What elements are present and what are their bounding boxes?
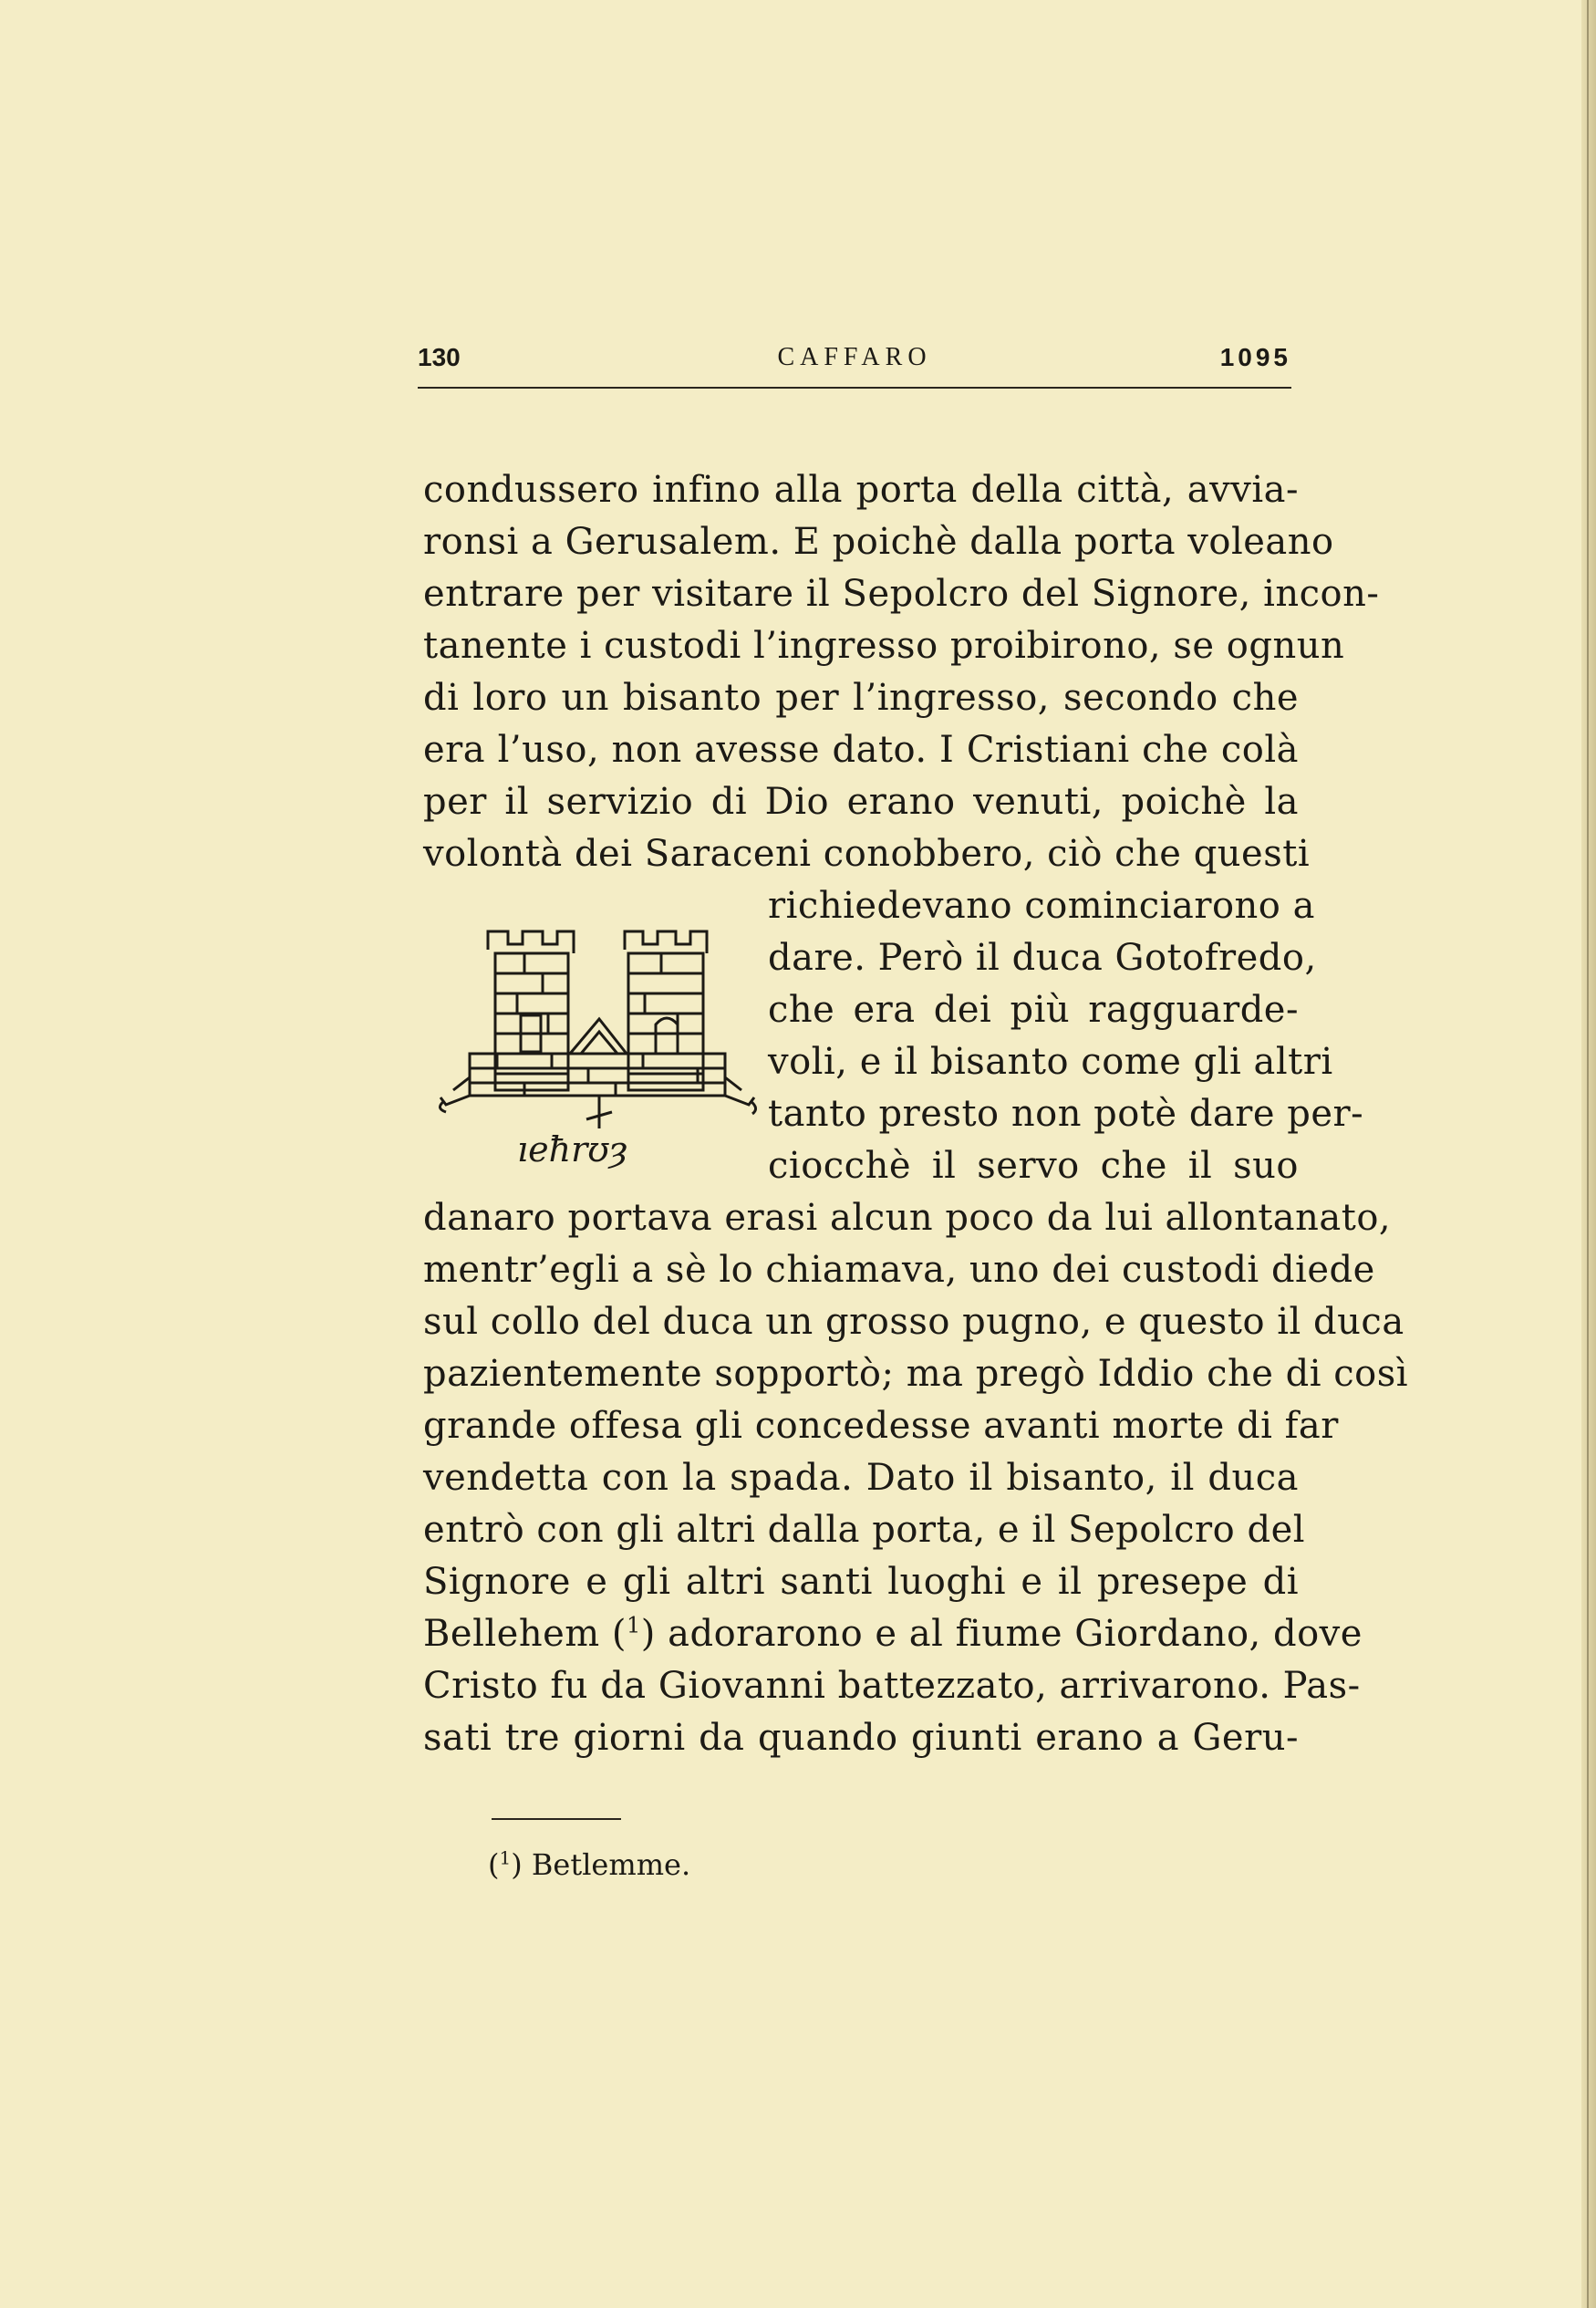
page-edge [1581, 0, 1596, 2308]
footnote-reference-marker: 1 [627, 1612, 641, 1638]
footnote-close-paren: ) [511, 1847, 523, 1882]
wrap-line: ciocchè il servo che il suo [768, 1145, 1299, 1187]
footnote-marker: 1 [499, 1846, 512, 1869]
body-line: sul collo del duca un grosso pugno, e questo il duca [423, 1301, 1404, 1343]
running-title: CAFFARO [777, 343, 932, 371]
running-header [418, 339, 1291, 385]
emblem-caption: ıeħrʊȝ [517, 1129, 627, 1170]
body-line: entrare per visitare il Sepolcro del Signore, incon- [423, 573, 1380, 615]
body-line: volontà dei Saraceni conobbero, ciò che questi [423, 833, 1311, 875]
page-edge-line [1587, 0, 1589, 2308]
wrap-line: che era dei più ragguarde- [768, 989, 1299, 1031]
body-line: Signore e gli altri santi luoghi e il presepe di [423, 1561, 1299, 1603]
body-line: mentr’egli a sè lo chiamava, uno dei custodi diede [423, 1249, 1375, 1291]
body-line: pazientemente sopportò; ma pregò Iddio che di così [423, 1353, 1409, 1395]
body-line: condussero infino alla porta della città, avvia- [423, 469, 1299, 511]
line-text-before-ref: Bellehem ( [423, 1613, 627, 1655]
body-line: grande offesa gli concedesse avanti morte di far [423, 1405, 1339, 1447]
page-number: 130 [418, 343, 461, 371]
body-line: per il servizio di Dio erano venuti, poichè la [423, 781, 1299, 823]
body-line: danaro portava erasi alcun poco da lui allontanato, [423, 1197, 1392, 1239]
wrap-line: voli, e il bisanto come gli altri [768, 1041, 1333, 1083]
body-line: era l’uso, non avesse dato. I Cristiani che colà [423, 729, 1299, 771]
body-line: sati tre giorni da quando giunti erano a Geru- [423, 1717, 1299, 1759]
footnote-rule [492, 1818, 621, 1820]
body-line: ronsi a Gerusalem. E poichè dalla porta voleano [423, 521, 1334, 563]
footnote-open-paren: ( [488, 1847, 500, 1882]
footnote-text: Betlemme. [522, 1847, 691, 1882]
castle-emblem-icon [433, 917, 762, 1172]
body-line: di loro un bisanto per l’ingresso, secondo che [423, 677, 1299, 719]
header-rule [418, 387, 1291, 389]
wrap-line: tanto presto non potè dare per- [768, 1093, 1364, 1135]
wrap-line: dare. Però il duca Gotofredo, [768, 937, 1317, 979]
body-line: tanente i custodi l’ingresso proibirono, se ognun [423, 625, 1345, 667]
body-line: Cristo fu da Giovanni battezzato, arrivarono. Pas- [423, 1665, 1361, 1707]
body-line: vendetta con la spada. Dato il bisanto, il duca [423, 1457, 1299, 1499]
footnote [488, 1845, 690, 1885]
body-line-with-footnote-ref [423, 1607, 1363, 1660]
header-year: 1095 [1219, 343, 1291, 371]
wrap-line: richiedevano cominciarono a [768, 885, 1315, 927]
line-text-after-ref: ) adorarono e al fiume Giordano, dove [640, 1613, 1363, 1655]
body-line: entrò con gli altri dalla porta, e il Sepolcro del [423, 1509, 1306, 1551]
show-through-decoration [511, 876, 521, 913]
